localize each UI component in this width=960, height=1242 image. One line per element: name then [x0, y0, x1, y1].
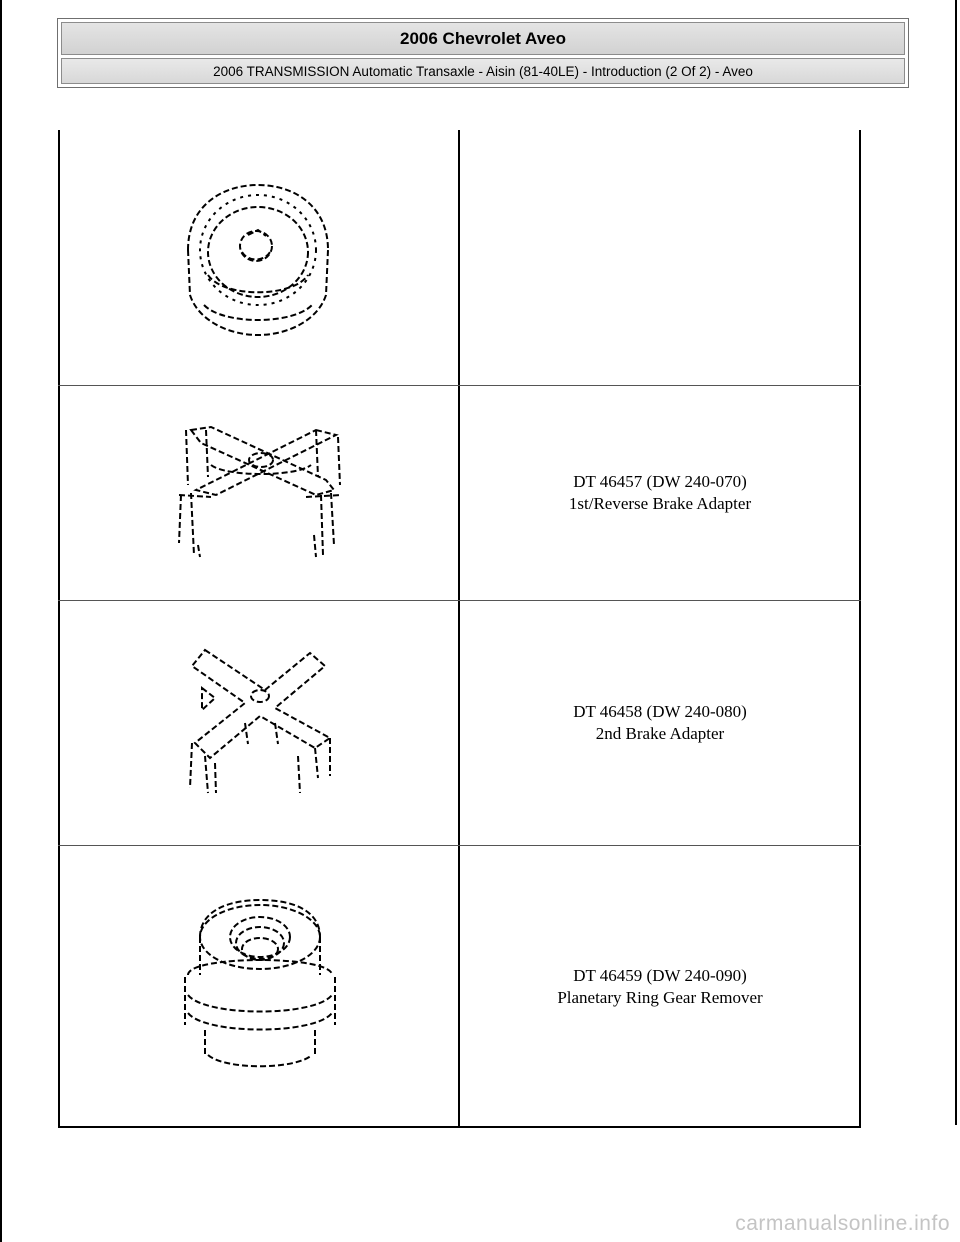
tool-description: 1st/Reverse Brake Adapter — [568, 493, 752, 513]
row-divider — [58, 845, 861, 846]
cross-adapter-icon — [180, 648, 340, 796]
tool-image-cell — [58, 845, 459, 1128]
page-edge-left — [0, 0, 2, 1242]
ring-gear-remover-icon — [180, 895, 340, 1075]
pulley-adapter-icon — [178, 180, 338, 340]
tool-text-cell — [459, 385, 861, 600]
table-border-bottom — [58, 1126, 861, 1128]
tool-text-cell — [459, 130, 861, 385]
table-border-right — [859, 130, 861, 1128]
tool-image-cell — [58, 130, 459, 385]
tool-code: DT 46459 (DW 240-090) — [573, 965, 747, 985]
tool-text-cell — [459, 845, 861, 1128]
tool-image-cell — [58, 600, 459, 845]
page-edge-right — [955, 0, 957, 1125]
document-subtitle: 2006 TRANSMISSION Automatic Transaxle - Aisin (81-40LE) - Introduction (2 Of 2) - Aveo — [61, 58, 905, 84]
row-divider — [58, 385, 861, 386]
tool-code: DT 46457 (DW 240-070) — [573, 471, 747, 491]
tool-description: Planetary Ring Gear Remover — [557, 987, 763, 1007]
row-divider — [58, 600, 861, 601]
special-tools-table — [58, 130, 861, 1128]
cross-adapter-icon — [176, 425, 346, 565]
tool-image-cell — [58, 385, 459, 600]
table-border-left — [58, 130, 60, 1128]
tool-description: 2nd Brake Adapter — [595, 723, 725, 743]
document-title: 2006 Chevrolet Aveo — [61, 22, 905, 55]
table-column-divider — [458, 130, 460, 1128]
tool-text-cell — [459, 600, 861, 845]
document-header — [57, 18, 909, 88]
site-watermark: carmanualsonline.info — [735, 1212, 950, 1235]
tool-code: DT 46458 (DW 240-080) — [573, 701, 747, 721]
